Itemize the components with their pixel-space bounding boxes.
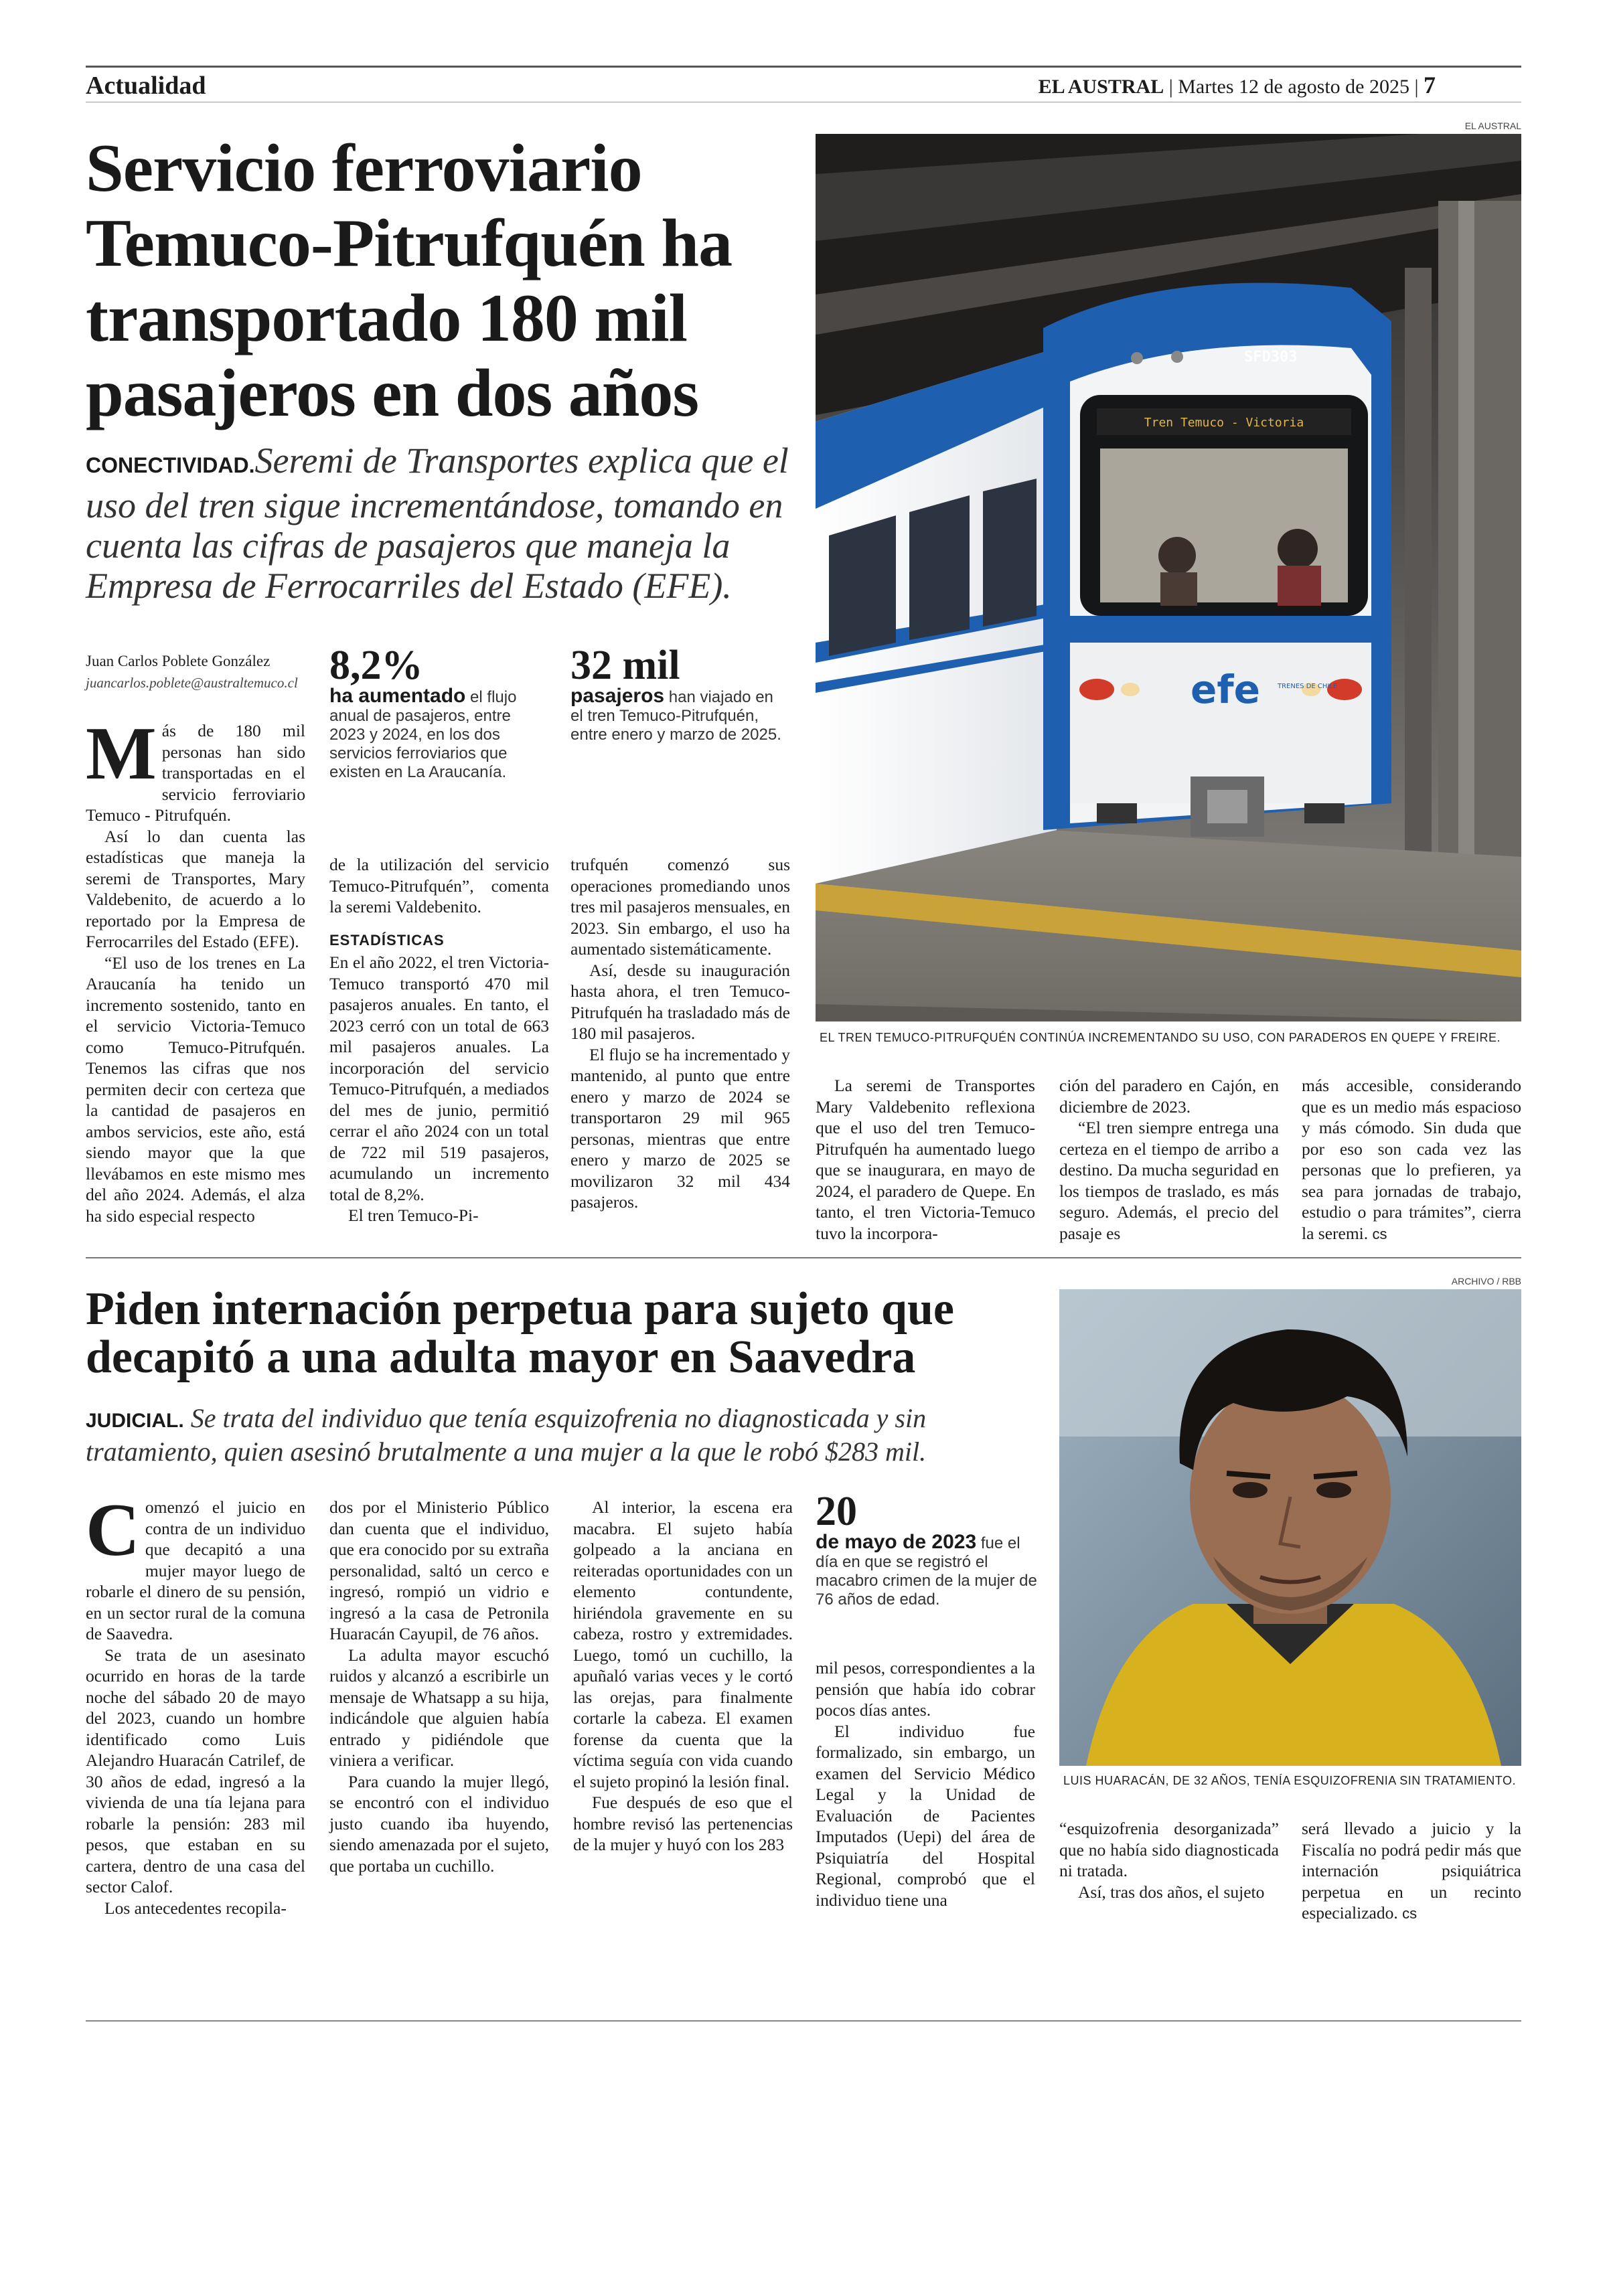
paragraph: En el año 2022, el tren Victoria-Temuco transportó 470 mil pasajeros anuales. En tanto, el 2023 cerró con un total de 663 mil pasajeros anuales. La incorporación del servicio Temuco-Pitrufquén, a mediados del mes de junio, permitió cerrar el año 2024 con un total de 722 mil 519 pasajeros, acumulando un incremento total de 8,2%. <box>329 953 549 1204</box>
paragraph: “El uso de los trenes en La Araucanía ha tenido un incremento sostenido, tanto en el servicio Victoria-Temuco como Temuco-Pitrufquén. Tenemos las cifras que nos permiten decir con certeza que la cantidad de pasajeros en ambos servicios, este año, está siendo mayor que la que llevábamos en este mismo mes del año 2024. Además, el alza ha sido especial respecto <box>86 953 305 1226</box>
stat-box-2 <box>570 644 785 744</box>
train-illustration <box>816 134 1521 1021</box>
paragraph: Así lo dan cuenta las estadísticas que maneja la seremi de Transportes, Mary Valdebenito, de acuerdo a lo reportado por la Empresa de Ferrocarriles del Estado (EFE). <box>86 826 305 951</box>
issue-date: Martes 12 de agosto de 2025 <box>1178 76 1409 98</box>
paragraph: “El tren siempre entrega una certeza en el tiempo de arribo a destino. Da mucha seguridad en los tiempos de traslado, es más seguro. Además, el precio del pasaje es <box>1059 1118 1279 1243</box>
paragraph: ción del paradero en Cajón, en diciembre de 2023. <box>1059 1076 1279 1117</box>
paragraph: será llevado a juicio y la Fiscalía no podrá pedir más que internación psiquiátrica perpetua en un recinto especializado. cs <box>1302 1819 1521 1922</box>
dropcap-c: C <box>86 1489 140 1572</box>
stat3-number: 20 <box>816 1489 857 1534</box>
paragraph: Se trata de un asesinato ocurrido en horas de la tarde noche del sábado 20 de mayo del 2023, cuando un hombre identificado como Luis Alejandro Huaracán Catrilef, de 30 años de edad, ingresó a la vivienda de una tía lejana para robarle la pensión: 283 mil pesos, que estaban en su cartera, dentro de una casa del sector Calof. <box>86 1645 305 1896</box>
portrait-photo <box>1059 1289 1521 1766</box>
train-logo: efe <box>1191 667 1260 712</box>
footer-rule <box>86 2020 1521 2022</box>
article1-col5 <box>1059 1075 1279 1244</box>
stat2-number: 32 mil <box>570 643 680 688</box>
article2-col4 <box>816 1657 1035 1910</box>
header-rule <box>86 66 1521 68</box>
stat1-text: ha aumentado el flujo anual de pasajeros, entre 2023 y 2024, en los dos servicios ferroviarios que existen en La Araucanía. <box>329 685 517 781</box>
article2-deck <box>86 1403 1037 1467</box>
stat3-text: de mayo de 2023 fue el día en que se registró el macabro crimen de la mujer de 76 años de edad. <box>816 1531 1037 1609</box>
paragraph: Para cuando la mujer llegó, se encontró con el individuo justo cuando iba huyendo, siendo amenazada por el sujeto, que portaba un cuchillo. <box>329 1771 549 1876</box>
paragraph: mil pesos, correspondientes a la pensión que había ido cobrar pocos días antes. <box>816 1658 1035 1720</box>
train-code: SFD303 <box>1244 349 1298 365</box>
article2-col1 <box>86 1489 305 1918</box>
paragraph: Fue después de eso que el hombre revisó las pertenencias de la mujer y huyó con los 283 <box>573 1793 793 1854</box>
train-destination-sign: Tren Temuco - Victoria <box>1144 416 1304 430</box>
section-label: Actualidad <box>86 72 206 100</box>
stat-box-1 <box>329 644 530 782</box>
paragraph: El tren Temuco-Pi- <box>348 1206 479 1225</box>
article2-kicker: JUDICIAL. <box>86 1410 184 1432</box>
article1-col2 <box>329 854 549 1226</box>
train-logo-small: TRENES DE CHILE <box>1278 683 1338 690</box>
paragraph: trufquén comenzó sus operaciones promediando unos tres mil pasajeros mensuales, en 2023. Sin embargo, el uso ha aumentado sistemáticamente. <box>570 855 790 959</box>
dropcap-m: M <box>86 712 157 795</box>
article2-headline: Piden internación perpetua para sujeto que decapitó a una adulta mayor en Saavedra <box>86 1283 954 1383</box>
article1-col1 <box>86 712 305 1226</box>
article2-deck-text: Se trata del individuo que tenía esquizofrenia no diagnosticada y sin tratamiento, quien asesinó brutalmente a una mujer a la que le robó $283 mil. <box>86 1403 927 1467</box>
paragraph: El flujo se ha incrementado y mantenido, al punto que entre enero y marzo de 2024 se transportaron 29 mil 965 personas, mientras que entre enero y marzo de 2025 se movilizaron 32 mil 434 pasajeros. <box>570 1044 790 1212</box>
paragraph: Al interior, la escena era macabra. El sujeto había golpeado a la anciana en reiteradas oportunidades con un elemento contundente, hiriéndola gravemente en su cabeza, rostro y extremidades. Luego, tomó un cuchillo, la apuñaló varias veces y le cortó las orejas, para finalmente cortarle la cabeza. El examen forense da cuenta que la víctima seguía con vida cuando el sujeto propinó la lesión final. <box>573 1497 793 1791</box>
author-name: Juan Carlos Poblete González <box>86 653 271 669</box>
article2-col5 <box>1059 1818 1279 1902</box>
paragraph: de la utilización del servicio Temuco-Pitrufquén”, comenta la seremi Valdebenito. <box>329 855 549 916</box>
article1-deck <box>86 440 795 606</box>
article1-deck-text: Seremi de Transportes explica que el uso del tren sigue incrementándose, tomando en cuenta las cifras de pasajeros que maneja la Empresa de Ferrocarriles del Estado (EFE). <box>86 440 789 606</box>
paragraph: Los antecedentes recopila- <box>104 1898 287 1918</box>
article1-col4 <box>816 1075 1035 1244</box>
page-number: 7 <box>1424 72 1436 98</box>
paper-name: EL AUSTRAL <box>1038 76 1164 98</box>
article1-headline: Servicio ferroviario Temuco-Pitrufquén ha transportado 180 mil pasajeros en dos años <box>86 131 733 431</box>
paragraph: Así, desde su inauguración hasta ahora, el tren Temuco-Pitrufquén ha trasladado más de 180 mil pasajeros. <box>570 960 790 1043</box>
article2-col6 <box>1302 1818 1521 1924</box>
stat2-text: pasajeros han viajado en el tren Temuco-Pitrufquén, entre enero y marzo de 2025. <box>570 685 781 744</box>
article1-kicker: CONECTIVIDAD. <box>86 453 255 477</box>
train-photo <box>816 134 1521 1021</box>
paragraph: Así, tras dos años, el sujeto <box>1078 1882 1265 1902</box>
photo-credit-2: ARCHIVO / RBB <box>1451 1276 1521 1287</box>
author-email: juancarlos.poblete@australtemuco.cl <box>86 675 298 691</box>
photo-caption-2: LUIS HUARACÁN, DE 32 AÑOS, TENÍA ESQUIZOFRENIA SIN TRATAMIENTO. <box>1063 1774 1516 1787</box>
article2-col2 <box>329 1497 549 1876</box>
stat-box-3 <box>816 1490 1043 1609</box>
article2-col3 <box>573 1497 793 1856</box>
paragraph: más accesible, considerando que es un medio más espacioso y más cómodo. Sin duda que por eso son cada vez las personas que lo prefieren, ya sea para jornadas de trabajo, estudio o para trámites”, cierra la seremi. cs <box>1302 1076 1521 1243</box>
end-mark-icon: cs <box>1372 1225 1387 1242</box>
paragraph: El individuo fue formalizado, sin embargo, un examen del Servicio Médico Legal y la Unidad de Evaluación de Pacientes Imputados (Uepi) del área de Psiquiatría del Hospital Regional, comprobó que el individuo tiene una <box>816 1721 1035 1910</box>
end-mark-icon: cs <box>1402 1905 1418 1922</box>
paragraph: La seremi de Transportes Mary Valdebenito reflexiona que el uso del tren Temuco-Pitrufquén ha aumentado luego que se inaugurara, en mayo de 2024, el paradero de Quepe. En tanto, el tren Victoria-Temuco tuvo la incorpora- <box>816 1076 1035 1243</box>
photo-credit-1: EL AUSTRAL <box>1464 120 1521 131</box>
subhead-estadisticas: ESTADÍSTICAS <box>329 931 445 949</box>
paragraph: “esquizofrenia desorganizada” que no había sido diagnosticada ni tratada. <box>1059 1819 1279 1880</box>
article-divider <box>86 1257 1521 1258</box>
article1-col3 <box>570 854 790 1213</box>
paragraph: omenzó el juicio en contra de un individuo que decapitó a una mujer mayor luego de robarle el dinero de su pensión, en un sector rural de la comuna de Saavedra. <box>86 1497 305 1643</box>
portrait-illustration <box>1059 1289 1521 1766</box>
masthead: EL AUSTRAL | Martes 12 de agosto de 2025 | 7 <box>1038 72 1436 98</box>
paragraph: dos por el Ministerio Público dan cuenta que el individuo, que era conocido por su extraña personalidad, saltó un cerco e ingresó, rompió un vidrio e ingresó a la casa de Petronila Huaracán Cayupil, de 76 años. <box>329 1497 549 1643</box>
byline <box>86 651 313 693</box>
paragraph: La adulta mayor escuchó ruidos y alcanzó a escribirle un mensaje de Whatsapp a su hija, indicándole que alguien había entrado y pidiéndole que viniera a verificar. <box>329 1645 549 1770</box>
paragraph: ás de 180 mil personas han sido transportadas en el servicio ferroviario Temuco - Pitrufquén. <box>86 721 305 825</box>
stat1-number: 8,2% <box>329 643 423 688</box>
article1-col6 <box>1302 1075 1521 1244</box>
photo-caption-1: EL TREN TEMUCO-PITRUFQUÉN CONTINÚA INCREMENTANDO SU USO, CON PARADEROS EN QUEPE Y FREIRE. <box>820 1031 1501 1044</box>
